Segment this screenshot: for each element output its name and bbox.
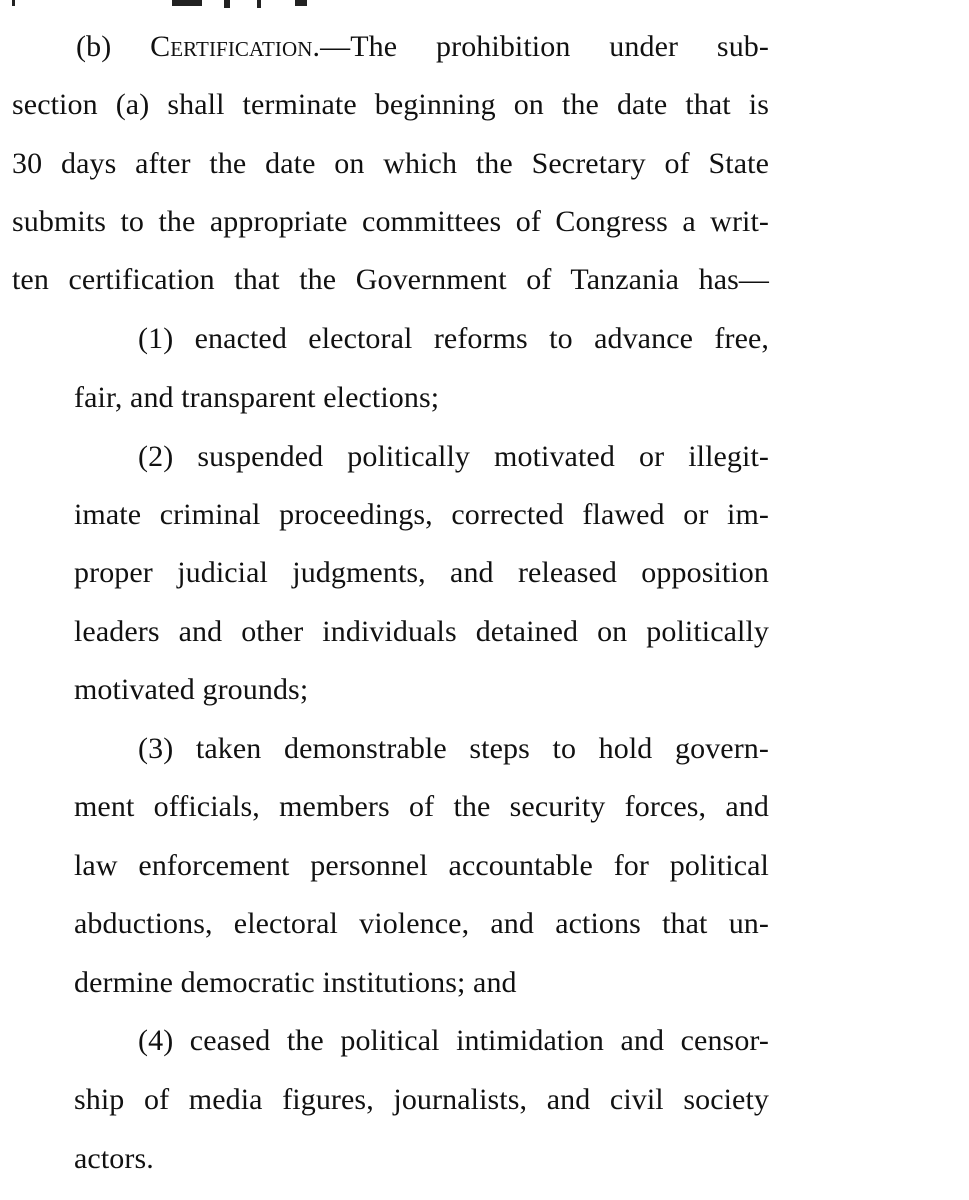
paragraph-3-line-1: (3) taken demonstrable steps to hold govern- [138, 732, 769, 765]
cropped-text-fragment [12, 0, 769, 8]
paragraph-2-line-5: motivated grounds; [74, 673, 309, 706]
paragraph-4-line-2: ship of media figures, journalists, and civil society [74, 1083, 769, 1116]
subsection-heading: Certification [150, 30, 313, 63]
paragraph-2-line-3: proper judicial judgments, and released opposition [74, 556, 769, 589]
subsection-b-line-3: 30 days after the date on which the Secretary of State [12, 147, 769, 180]
paragraph-2-line-4: leaders and other individuals detained on politically [74, 615, 769, 648]
paragraph-4-line-1: (4) ceased the political intimidation and censor- [138, 1024, 769, 1057]
subsection-b-line-4: submits to the appropriate committees of Congress a writ- [12, 205, 769, 238]
subsection-b-line-5: ten certification that the Government of Tanzania has— [12, 263, 769, 296]
paragraph-1-line-1: (1) enacted electoral reforms to advance free, [138, 322, 769, 355]
paragraph-1-line-2: fair, and transparent elections; [74, 381, 440, 414]
paragraph-3-line-2: ment officials, members of the security forces, and [74, 790, 769, 823]
subsection-label: (b) [76, 30, 112, 63]
paragraph-2-line-1: (2) suspended politically motivated or illegit- [138, 440, 769, 473]
paragraph-2-line-2: imate criminal proceedings, corrected flawed or im- [74, 498, 769, 531]
paragraph-3-line-4: abductions, electoral violence, and actions that un- [74, 907, 769, 940]
paragraph-3-line-5: dermine democratic institutions; and [74, 966, 517, 999]
cropped-previous-line [12, 0, 769, 14]
subsection-b-text-1: .—The prohibition under sub- [312, 30, 769, 63]
subsection-b-line-1 [76, 30, 769, 64]
paragraph-3-line-3: law enforcement personnel accountable for political [74, 849, 769, 882]
subsection-b-line-2: section (a) shall terminate beginning on the date that is [12, 88, 769, 121]
paragraph-4-line-3: actors. [74, 1142, 154, 1175]
